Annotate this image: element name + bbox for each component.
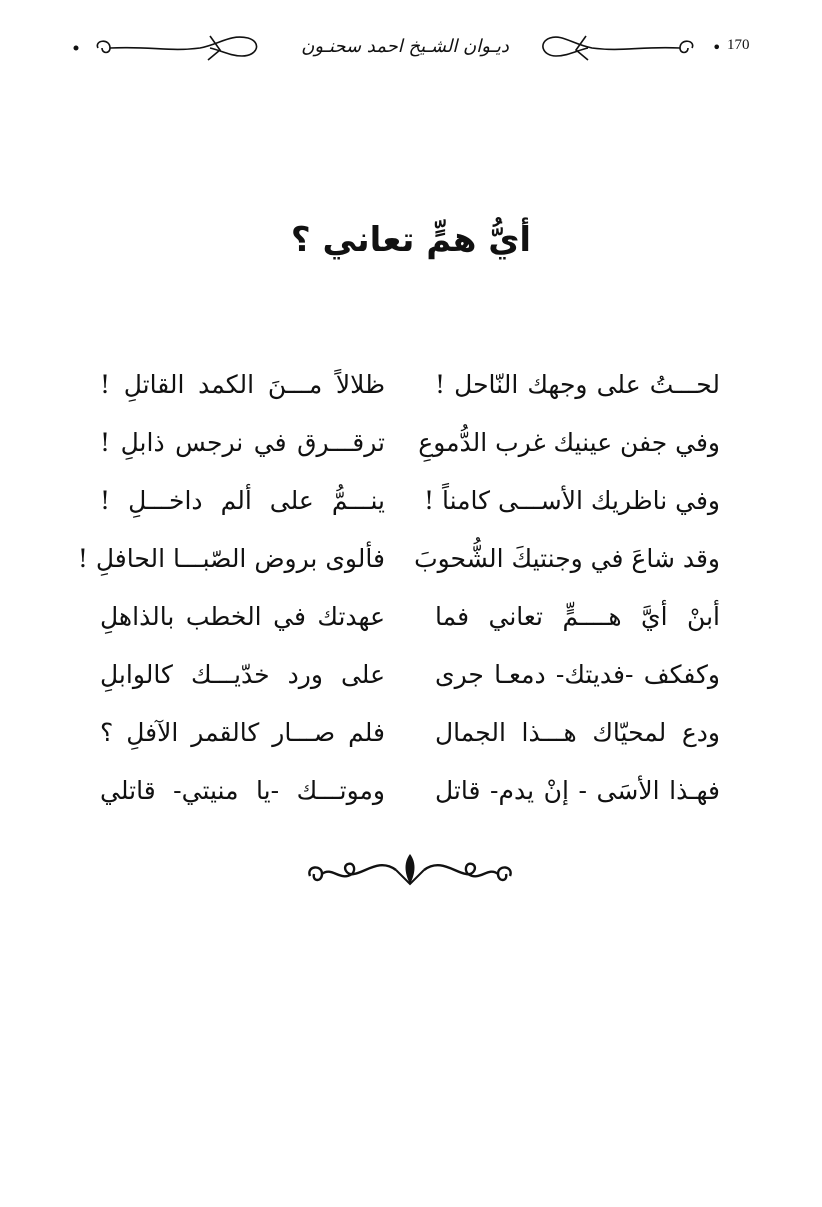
verse <box>77 529 720 587</box>
second-hemistich: ينـــمُّ على ألم داخـــلِ ! <box>100 485 385 515</box>
second-hemistich: وموتـــك -يا منيتي- قاتلي <box>100 775 385 805</box>
poem-title: أيُّ همٍّ تعاني ؟ <box>290 220 532 260</box>
second-hemistich: ترقـــرق في نرجس ذابلِ ! <box>100 427 385 457</box>
page-number: 170 <box>727 37 750 53</box>
page-number-bullet: • <box>712 38 722 57</box>
first-hemistich: لحـــتُ على وجهك النّاحل ! <box>435 369 720 399</box>
verse <box>100 645 720 703</box>
first-hemistich: وفي جفن عينيك غرب الدُّموعِ <box>418 427 720 457</box>
second-hemistich: فألوى بروض الصّبـــا الحافلِ ! <box>77 543 385 573</box>
poem <box>77 355 720 819</box>
verse <box>100 703 720 761</box>
first-hemistich: وكفكف -فديتك- دمعـا جرى <box>435 659 720 689</box>
second-hemistich: فلم صـــار كالقمر الآفلِ ؟ <box>100 717 385 747</box>
verse <box>100 587 720 645</box>
second-hemistich: ظلالاً مـــنَ الكمد القاتلِ ! <box>100 369 385 399</box>
header-flourish-left-icon <box>70 30 270 66</box>
verse <box>100 761 720 819</box>
second-hemistich: على ورد خدّيـــك كالوابلِ <box>100 659 385 689</box>
end-flourish-icon <box>300 848 520 898</box>
verse <box>100 471 720 529</box>
verse <box>100 355 720 413</box>
header-flourish-right-icon <box>542 30 712 66</box>
second-hemistich: عهدتك في الخطب بالذاهلِ <box>100 601 385 631</box>
first-hemistich: وفي ناظريك الأســـى كامناً ! <box>423 485 720 515</box>
first-hemistich: أبنْ أيَّ هــــمٍّ تعاني فما <box>435 601 720 631</box>
first-hemistich: ودع لمحيّاك هـــذا الجمال <box>435 717 720 747</box>
running-title: ديـوان الشـيخ احمد سحنـون <box>301 36 509 57</box>
first-hemistich: وقد شاعَ في وجنتيكَ الشُّحوبَ <box>414 543 720 573</box>
first-hemistich: فهـذا الأسَى - إنْ يدم- قاتل <box>435 775 720 805</box>
verse <box>100 413 720 471</box>
page-header <box>60 22 760 72</box>
